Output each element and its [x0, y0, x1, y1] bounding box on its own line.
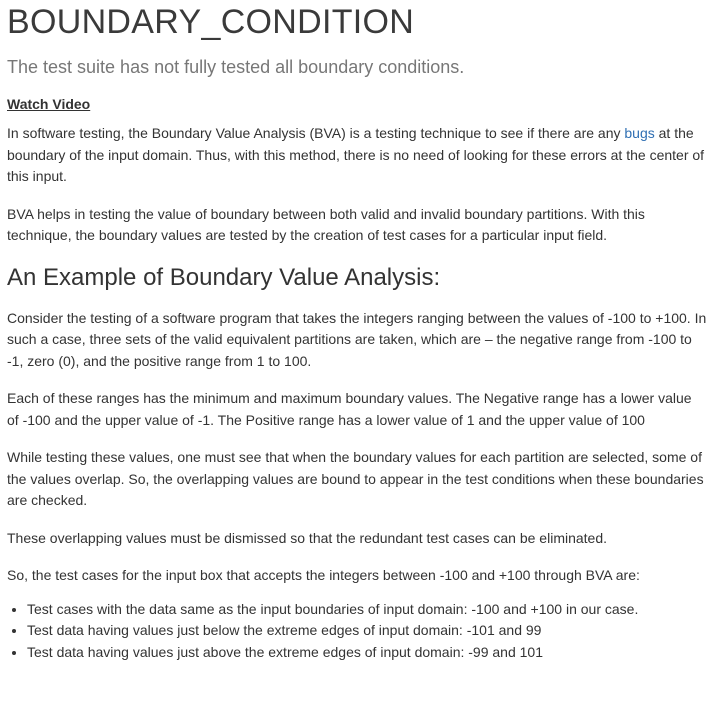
- example-paragraph-5: So, the test cases for the input box that accepts the integers between -100 and +100 through BVA are:: [7, 567, 640, 583]
- bugs-link[interactable]: bugs: [624, 125, 655, 141]
- test-cases-list: [7, 599, 707, 664]
- example-paragraph-4: These overlapping values must be dismissed so that the redundant test cases can be eliminated.: [7, 529, 608, 546]
- watch-video-link[interactable]: Watch Video: [7, 96, 91, 112]
- example-heading: An Example of Boundary Value Analysis:: [7, 263, 441, 291]
- page-title: BOUNDARY_CONDITION: [7, 3, 415, 41]
- intro-text-after: at the boundary of the input domain. Thus, with this method, there is no need of looking for these errors at the center of this input.: [7, 125, 705, 184]
- list-item: • Test data having values just above the extreme edges of input domain: -99 and 101: [27, 642, 707, 664]
- example-paragraph-3: While testing these values, one must see that when the boundary values for each partition are selected, some of the values overlap. So, the overlapping values are bound to appear in the test conditions when these boundaries are checked.: [7, 449, 704, 508]
- list-item: • Test cases with the data same as the input boundaries of input domain: -100 and +100 in our case.: [27, 599, 707, 621]
- example-paragraph-1: Consider the testing of a software program that takes the integers ranging between the values of -100 to +100. In such a case, three sets of the valid equivalent partitions are taken, which are – the negative range from -100 to -1, zero (0), and the positive range from 1 to 100.: [7, 309, 707, 369]
- example-paragraph-2: Each of these ranges has the minimum and maximum boundary values. The Negative range has a lower value of -100 and the upper value of -1. The Positive range has a lower value of 1 and the upper value of 100: [7, 390, 692, 428]
- intro-paragraph-2: BVA helps in testing the value of boundary between both valid and invalid boundary partitions. With this technique, the boundary values are tested by the creation of test cases for a particular input field.: [7, 205, 645, 243]
- intro-paragraph-1: [7, 123, 707, 188]
- intro-text-before: In software testing, the Boundary Value Analysis (BVA) is a testing technique to see if there are any: [7, 125, 625, 141]
- page-subtitle: The test suite has not fully tested all boundary conditions.: [7, 57, 465, 77]
- list-item: • Test data having values just below the extreme edges of input domain: -101 and 99: [27, 620, 707, 642]
